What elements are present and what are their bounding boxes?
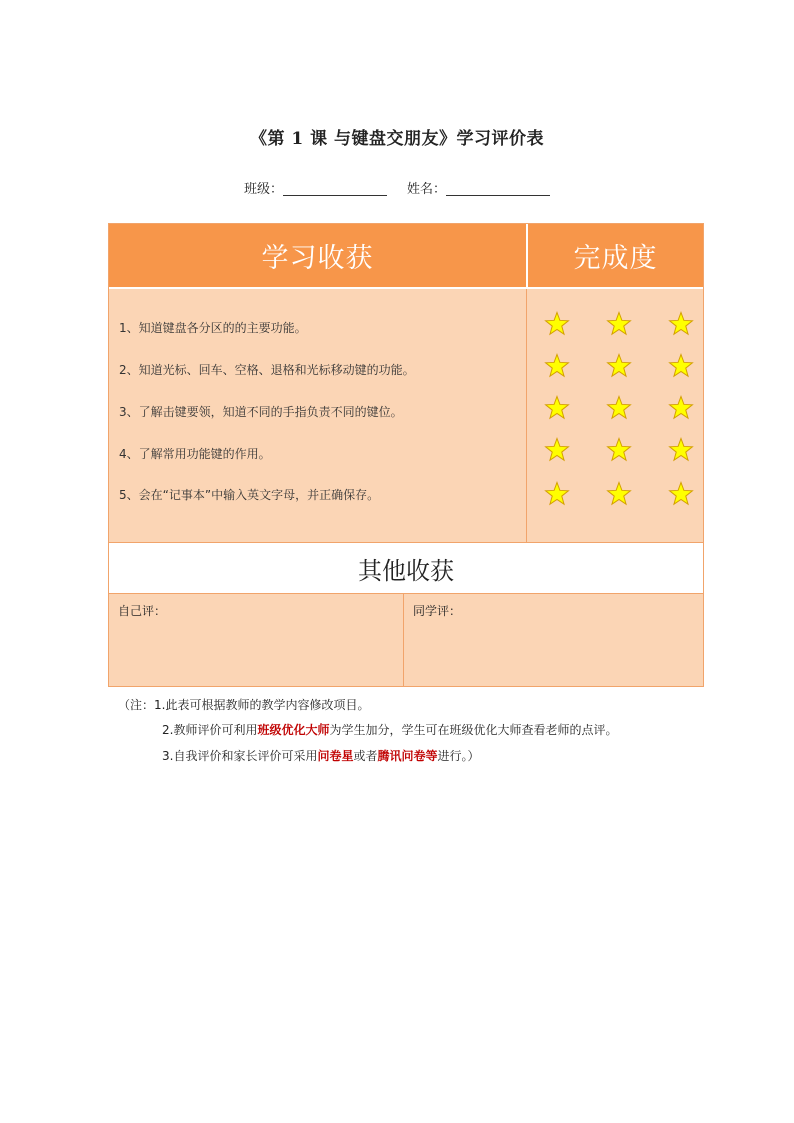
star-rating-row — [544, 395, 694, 421]
note-3 — [162, 747, 480, 764]
star-rating-row — [544, 481, 694, 507]
star-icon[interactable] — [668, 311, 694, 337]
star-icon[interactable] — [544, 481, 570, 507]
note-3-highlight-1: 问卷星 — [317, 749, 354, 763]
evaluation-table — [108, 223, 704, 687]
star-icon[interactable] — [544, 353, 570, 379]
learning-item: 4、了解常用功能键的作用。 — [119, 447, 271, 461]
header-learning-gains: 学习收获 — [109, 224, 528, 287]
student-info-line — [0, 178, 794, 197]
other-gains-header: 其他收获 — [109, 542, 703, 594]
star-icon[interactable] — [606, 311, 632, 337]
self-eval-label: 自己评： — [118, 604, 167, 618]
note-2-text: 2.教师评价可利用 — [162, 723, 258, 737]
note-2-highlight: 班级优化大师 — [257, 723, 330, 737]
star-rating-row — [544, 311, 694, 337]
star-icon[interactable] — [606, 481, 632, 507]
star-icon[interactable] — [606, 395, 632, 421]
star-icon[interactable] — [544, 437, 570, 463]
star-icon[interactable] — [668, 395, 694, 421]
star-icon[interactable] — [668, 481, 694, 507]
peer-eval-label: 同学评： — [413, 604, 462, 618]
note-1: （注：1.此表可根据教师的教学内容修改项目。 — [118, 698, 370, 712]
star-rating-row — [544, 353, 694, 379]
class-label: 班级： — [243, 182, 283, 197]
note-2 — [162, 721, 617, 738]
completion-stars-cell — [527, 289, 703, 542]
note-2-text-end: 为学生加分，学生可在班级优化大师查看老师的点评。 — [329, 723, 618, 737]
learning-item: 1、知道键盘各分区的的主要功能。 — [119, 321, 307, 335]
star-icon[interactable] — [668, 353, 694, 379]
star-icon[interactable] — [544, 395, 570, 421]
learning-items-cell — [109, 289, 527, 542]
name-blank-field[interactable] — [446, 181, 550, 196]
note-3-text-mid: 或者 — [353, 749, 378, 763]
star-icon[interactable] — [606, 353, 632, 379]
star-icon[interactable] — [606, 437, 632, 463]
note-3-text-end: 进行。） — [437, 749, 480, 763]
header-completion: 完成度 — [528, 224, 703, 287]
learning-item: 5、会在“记事本”中输入英文字母，并正确保存。 — [119, 488, 380, 502]
self-evaluation-cell[interactable] — [109, 594, 404, 686]
note-3-text: 3.自我评价和家长评价可采用 — [162, 749, 318, 763]
star-rating-row — [544, 437, 694, 463]
page-title: 《第 1 课 与键盘交朋友》学习评价表 — [249, 129, 545, 149]
learning-item: 3、了解击键要领，知道不同的手指负责不同的键位。 — [119, 405, 403, 419]
class-blank-field[interactable] — [283, 181, 387, 196]
star-icon[interactable] — [544, 311, 570, 337]
learning-item: 2、知道光标、回车、空格、退格和光标移动键的功能。 — [119, 363, 415, 377]
star-icon[interactable] — [668, 437, 694, 463]
peer-evaluation-cell[interactable] — [404, 594, 703, 686]
note-3-highlight-2: 腾讯问卷等 — [377, 749, 438, 763]
name-label: 姓名： — [407, 182, 447, 197]
